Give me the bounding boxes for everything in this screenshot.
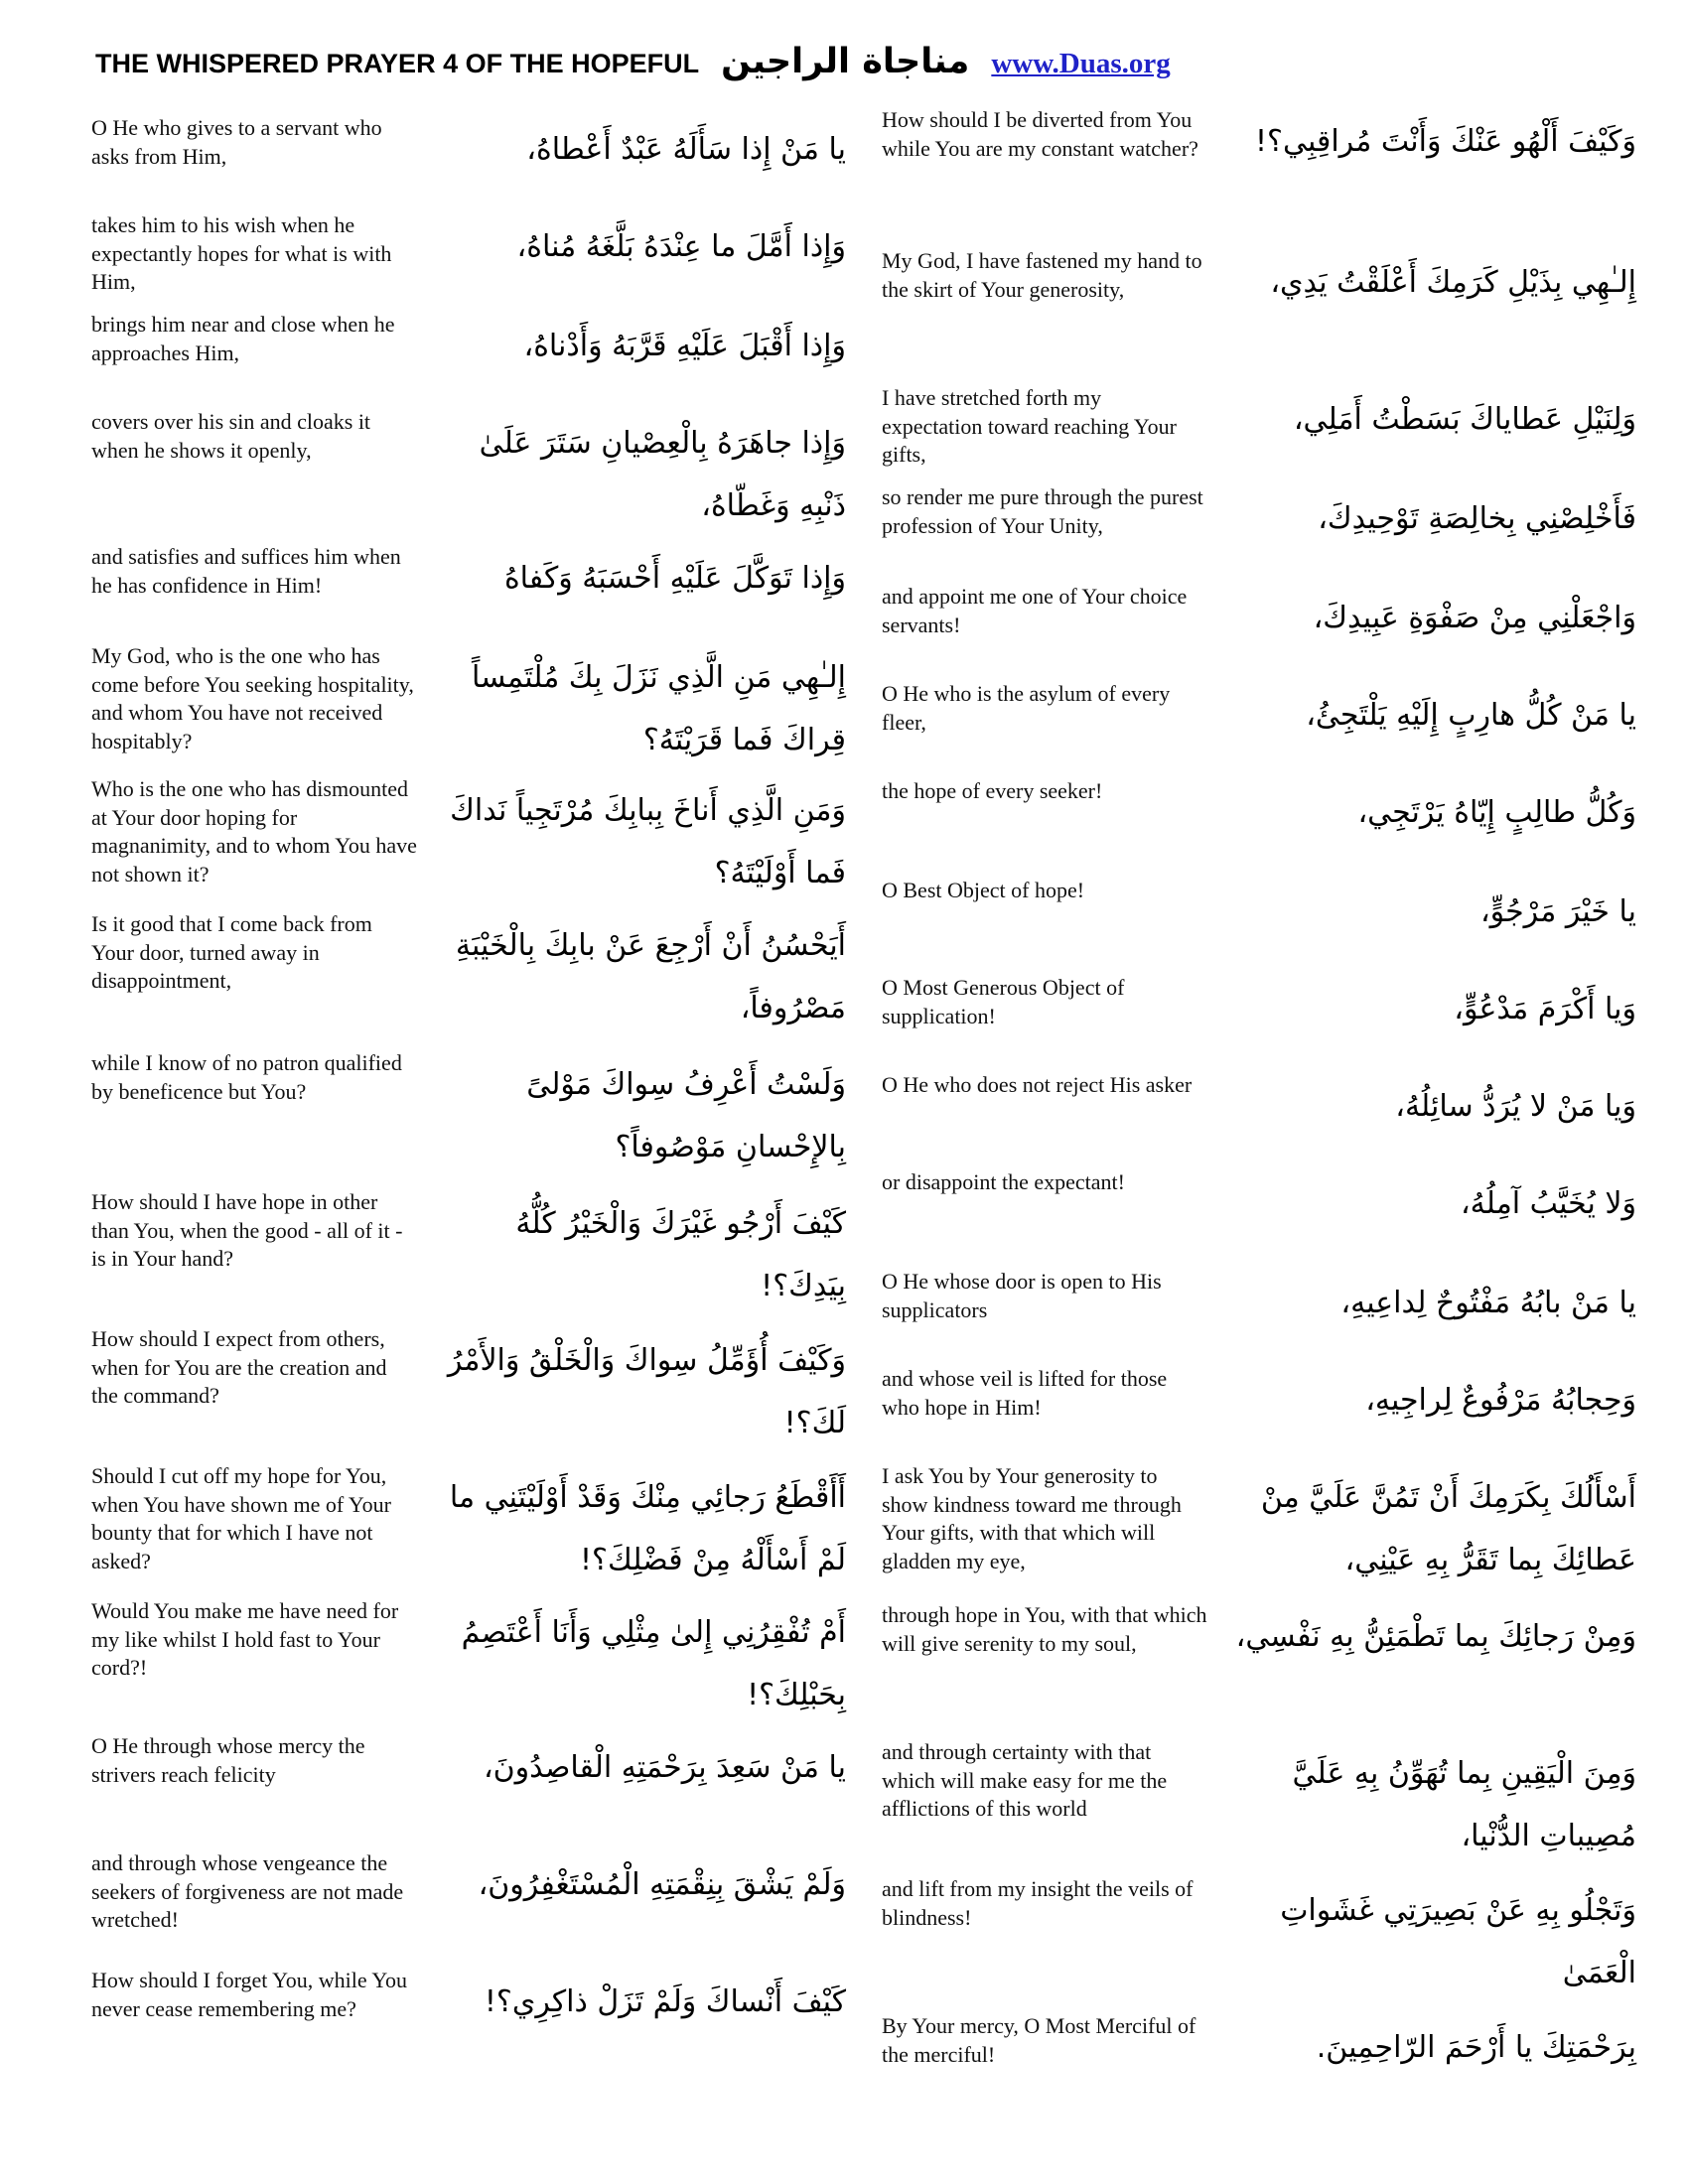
english-translation: Would You make me have need for my like whilst I hold fast to Your cord?!: [91, 1598, 399, 1680]
arabic-title: مناجاة الراجين: [721, 42, 970, 81]
arabic-verse: وَتَجْلُو بِهِ عَنْ بَصِيرَتِي غَشَواتِ الْعَمَىٰ: [1280, 1893, 1636, 1990]
right-column: [882, 106, 1636, 2161]
arabic-verse: وَإِذا تَوَكَّلَ عَلَيْهِ أَحْسَبَهُ وَكَفاهُ: [503, 561, 846, 596]
english-translation: O He who gives to a servant who asks from Him,: [91, 115, 382, 169]
arabic-verse: أَيَحْسُنُ أَنْ أَرْجِعَ عَنْ بابِكَ بِالْخَيْبَةِ مَصْرُوفاً،: [455, 928, 846, 1025]
arabic-verse: أَأَقْطَعُ رَجائِي مِنْكَ وَقَدْ أَوْلَيْتَنِي ما لَمْ أَسْأَلْهُ مِنْ فَضْلِكَ؟!: [449, 1480, 846, 1577]
english-translation: My God, who is the one who has come before You seeking hospitality, and whom You have not received hospitably?: [91, 643, 414, 753]
arabic-verse: وَلِنَيْلِ عَطاياكَ بَسَطْتُ أَمَلِي،: [1293, 402, 1636, 437]
arabic-verse: أَمْ تُفْقِرُنِي إِلىٰ مِثْلِي وَأَنَا أَعْتَصِمُ بِحَبْلِكَ؟!: [461, 1615, 846, 1712]
arabic-verse: وَلَسْتُ أَعْرِفُ سِواكَ مَوْلىً بِالإِحْسانِ مَوْصُوفاً؟: [526, 1067, 846, 1164]
arabic-verse: وَاجْعَلْنِي مِنْ صَفْوَةِ عَبِيدِكَ،: [1313, 601, 1636, 635]
english-translation: By Your mercy, O Most Merciful of the merciful!: [882, 2013, 1196, 2067]
arabic-verse: وَمِنْ رَجائِكَ بِما تَطْمَئِنُّ بِهِ نَفْسِي،: [1235, 1619, 1636, 1654]
english-translation: and satisfies and suffices him when he has confidence in Him!: [91, 544, 401, 598]
arabic-verse: يا مَنْ بابُهُ مَفْتُوحٌ لِداعِيهِ،: [1340, 1286, 1636, 1320]
arabic-verse: يا مَنْ إِذا سَأَلَهُ عَبْدٌ أَعْطاهُ،: [526, 132, 846, 167]
english-translation: O Most Generous Object of supplication!: [882, 975, 1125, 1028]
arabic-verse: كَيْفَ أَنْساكَ وَلَمْ تَزَلْ ذاكِرِي؟!: [484, 1984, 846, 2019]
english-translation: O Best Object of hope!: [882, 878, 1085, 902]
arabic-verse: يا مَنْ كُلُّ هارِبٍ إِلَيْهِ يَلْتَجِئُ،: [1306, 698, 1636, 733]
arabic-verse: فَأَخْلِصْنِي بِخالِصَةِ تَوْحِيدِكَ،: [1318, 501, 1636, 536]
arabic-verse: يا مَنْ سَعِدَ بِرَحْمَتِهِ الْقاصِدُونَ،: [483, 1750, 846, 1785]
english-translation: so render me pure through the purest profession of Your Unity,: [882, 484, 1203, 538]
english-translation: or disappoint the expectant!: [882, 1169, 1125, 1194]
page-title: THE WHISPERED PRAYER 4 OF THE HOPEFUL: [95, 49, 700, 78]
english-translation: How should I be diverted from You while You are my constant watcher?: [882, 107, 1198, 161]
english-translation: Is it good that I come back from Your door, turned away in disappointment,: [91, 911, 372, 993]
arabic-verse: أَسْأَلُكَ بِكَرَمِكَ أَنْ تَمُنَّ عَلَيَّ مِنْ عَطائِكَ بِما تَقَرُّ بِهِ عَيْنِي،: [1260, 1480, 1636, 1577]
arabic-verse: وَإِذا أَقْبَلَ عَلَيْهِ قَرَّبَهُ وَأَدْناهُ،: [523, 329, 846, 363]
arabic-verse: إِلـٰهِي مَنِ الَّذِي نَزَلَ بِكَ مُلْتَمِساً قِراكَ فَما قَرَيْتَهُ؟: [471, 660, 846, 757]
page-header: [95, 42, 1171, 81]
arabic-verse: وَمِنَ الْيَقِينِ بِما تُهَوِّنُ بِهِ عَلَيَّ مُصِيباتِ الدُّنْيا،: [1292, 1756, 1636, 1853]
english-translation: takes him to his wish when he expectantly hopes for what is with Him,: [91, 212, 392, 294]
arabic-verse: إِلـٰهِي بِذَيْلِ كَرَمِكَ أَعْلَقْتُ يَدِي،: [1270, 265, 1636, 300]
english-translation: Who is the one who has dismounted at Your door hoping for magnanimity, and to whom You have not shown it?: [91, 776, 417, 887]
english-translation: brings him near and close when he approaches Him,: [91, 312, 395, 365]
english-translation: I ask You by Your generosity to show kindness toward me through Your gifts, with that which will gladden my eye,: [882, 1463, 1182, 1573]
english-translation: and appoint me one of Your choice servants!: [882, 584, 1188, 637]
english-translation: I have stretched forth my expectation toward reaching Your gifts,: [882, 385, 1177, 467]
english-translation: O He through whose mercy the strivers reach felicity: [91, 1733, 365, 1787]
arabic-verse: وَحِجابُهُ مَرْفُوعٌ لِراجِيهِ،: [1365, 1383, 1636, 1418]
arabic-verse: وَيا مَنْ لا يُرَدُّ سائِلُهُ،: [1395, 1089, 1636, 1124]
arabic-verse: وَإِذا أَمَّلَ ما عِنْدَهُ بَلَّغَهُ مُناهُ،: [516, 229, 846, 264]
english-translation: and through certainty with that which will make easy for me the afflictions of this world: [882, 1739, 1168, 1821]
english-translation: and whose veil is lifted for those who hope in Him!: [882, 1366, 1168, 1420]
english-translation: and through whose vengeance the seekers of forgiveness are not made wretched!: [91, 1850, 404, 1932]
arabic-verse: وَإِذا جاهَرَهُ بِالْعِصْيانِ سَتَرَ عَلَىٰ ذَنْبِهِ وَغَطّاهُ،: [479, 426, 846, 523]
arabic-verse: وَمَنِ الَّذِي أَناخَ بِبابِكَ مُرْتَجِياً نَداكَ فَما أَوْلَيْتَهُ؟: [450, 793, 846, 890]
arabic-verse: وَكَيْفَ أُؤَمِّلُ سِواكَ وَالْخَلْقُ وَالأَمْرُ لَكَ؟!: [447, 1343, 846, 1440]
english-translation: covers over his sin and cloaks it when he shows it openly,: [91, 409, 371, 463]
english-translation: the hope of every seeker!: [882, 778, 1103, 803]
english-translation: and lift from my insight the veils of blindness!: [882, 1876, 1194, 1930]
english-translation: O He who does not reject His asker: [882, 1072, 1193, 1097]
english-translation: while I know of no patron qualified by beneficence but You?: [91, 1050, 402, 1104]
duas-link[interactable]: www.Duas.org: [991, 48, 1171, 79]
arabic-verse: يا خَيْرَ مَرْجُوٍّ،: [1479, 894, 1636, 929]
english-translation: O He who is the asylum of every fleer,: [882, 681, 1171, 735]
english-translation: How should I expect from others, when for You are the creation and the command?: [91, 1326, 387, 1408]
left-column: [91, 114, 846, 2159]
arabic-verse: وَلا يُخَيَّبُ آمِلُهُ،: [1461, 1186, 1636, 1221]
english-translation: O He whose door is open to His supplicators: [882, 1269, 1162, 1322]
english-translation: How should I have hope in other than You, when the good - all of it - is in Your hand?: [91, 1189, 403, 1271]
english-translation: My God, I have fastened my hand to the skirt of Your generosity,: [882, 248, 1202, 302]
arabic-verse: وَلَمْ يَشْقَ بِنِقْمَتِهِ الْمُسْتَغْفِرُونَ،: [478, 1867, 846, 1902]
arabic-verse: وَكُلُّ طالِبٍ إِيّاهُ يَرْتَجِي،: [1357, 795, 1636, 830]
arabic-verse: بِرَحْمَتِكَ يا أَرْحَمَ الرّاحِمِينَ.: [1316, 2030, 1636, 2065]
english-translation: Should I cut off my hope for You, when You have shown me of Your bounty that for which I have not asked?: [91, 1463, 391, 1573]
arabic-verse: كَيْفَ أَرْجُو غَيْرَكَ وَالْخَيْرُ كُلُّهُ بِيَدِكَ؟!: [515, 1206, 846, 1303]
english-translation: through hope in You, with that which will give serenity to my soul,: [882, 1602, 1207, 1656]
arabic-verse: وَكَيْفَ أَلْهُو عَنْكَ وَأَنْتَ مُراقِبِي؟!: [1255, 124, 1636, 159]
english-translation: How should I forget You, while You never cease remembering me?: [91, 1968, 408, 2021]
arabic-verse: وَيا أَكْرَمَ مَدْعُوٍّ،: [1454, 992, 1636, 1026]
